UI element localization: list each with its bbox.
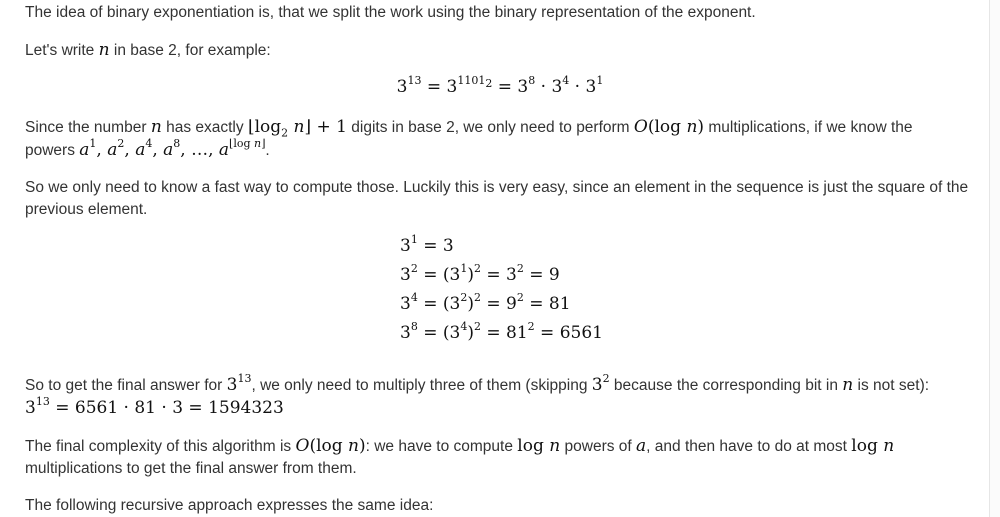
final-answer-formula: $3^{13} = 6561 \cdot 81 \cdot 3 = 1594323$ bbox=[25, 395, 284, 418]
powers-list-formula: $a^1$, $a^2$, $a^4$, $a^8$, …, $a^{⌊log n⌋}$ bbox=[79, 137, 266, 160]
paragraph-final-answer: So to get the final answer for $3^{13}$, we only need to multiply three of them (skipping $3^2$ because the corresponding bit in n is not set): bbox=[25, 372, 930, 395]
paragraph-digits: Since the number n has exactly $⌊\log_2$ n⌋ + 1 digits in base 2, we only need to perform O(log n) multiplications, if we know the bbox=[25, 117, 913, 140]
binary-example-equation: $3^{13} = 3^{1101_2} = 3^8 \cdot 3^4 \cdot 3^1$ bbox=[396, 74, 604, 97]
square-eq-3: $3^4 = (3^2)^2 = 9^2 = 81$ bbox=[400, 291, 571, 314]
paragraph-complexity-cont: multiplications to get the final answer from them. bbox=[25, 460, 357, 477]
square-eq-2: $3^2 = (3^1)^2 = 3^2 = 9$ bbox=[400, 262, 560, 285]
complexity-formula: O(log n) bbox=[295, 436, 366, 456]
paragraph-complexity: The final complexity of this algorithm is O(log n): we have to compute log n powers of a, and then have to do at most log n bbox=[25, 436, 895, 456]
square-eq-1: $3^1 = 3$ bbox=[400, 233, 454, 256]
scrollbar-track[interactable] bbox=[989, 0, 1000, 517]
paragraph-base2: Let's write n in base 2, for example: bbox=[25, 40, 271, 60]
square-eq-4: $3^8 = (3^4)^2 = 81^2 = 6561$ bbox=[400, 320, 603, 343]
mult-count-formula: O(log n) bbox=[633, 117, 705, 137]
squares-equation-block bbox=[400, 232, 603, 348]
paragraph-recursive: The following recursive approach expresses the same idea: bbox=[25, 497, 434, 514]
paragraph-fast-way: So we only need to know a fast way to compute those. Luckily this is very easy, since an element in the sequence is just the square of the previous element. bbox=[25, 179, 969, 218]
paragraph-digits-cont: powers $a^1$, $a^2$, $a^4$, $a^8$, …, $a^{⌊log n⌋}$. bbox=[25, 137, 270, 160]
digit-count-formula: $⌊\log_2$ n⌋ + 1 bbox=[247, 117, 347, 140]
paragraph-intro: The idea of binary exponentiation is, that we split the work using the binary representation of the exponent. bbox=[25, 4, 756, 21]
